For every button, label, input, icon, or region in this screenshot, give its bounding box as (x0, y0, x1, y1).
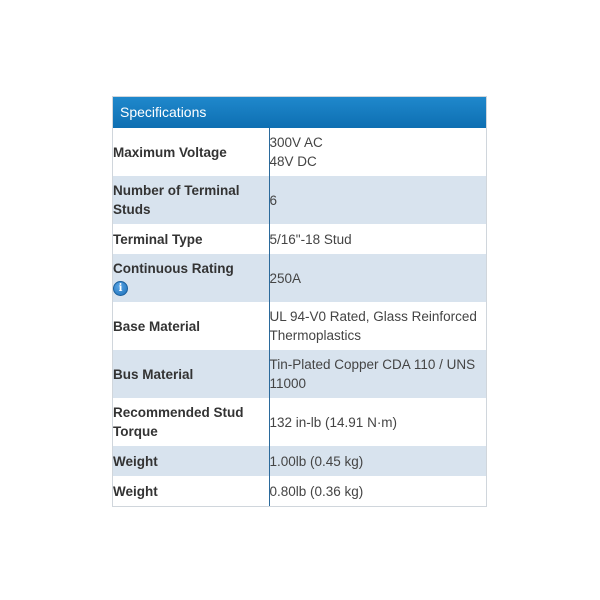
spec-label: Continuous Rating (113, 261, 234, 276)
spec-value: 6 (269, 176, 486, 224)
specifications-panel (112, 96, 487, 507)
spec-value-line: 300V AC (269, 135, 323, 150)
table-row-weight (113, 476, 486, 506)
spec-label-with-icon (113, 254, 269, 302)
table-row-recommended-stud-torque (113, 398, 486, 446)
info-icon[interactable]: i (113, 281, 128, 296)
spec-label: Weight (113, 476, 269, 506)
spec-label: Weight (113, 446, 269, 476)
table-row-continuous-rating (113, 254, 486, 302)
spec-label: Terminal Type (113, 224, 269, 254)
spec-value (269, 128, 486, 176)
spec-label: Maximum Voltage (113, 128, 269, 176)
spec-value-line: 48V DC (269, 154, 317, 169)
specifications-table (113, 128, 486, 506)
spec-value: 0.80lb (0.36 kg) (269, 476, 486, 506)
spec-label: Bus Material (113, 350, 269, 398)
table-row-base-material (113, 302, 486, 350)
specifications-header: Specifications (113, 97, 486, 128)
spec-label: Base Material (113, 302, 269, 350)
table-row-maximum-voltage (113, 128, 486, 176)
spec-value: 250A (269, 254, 486, 302)
spec-value: Tin-Plated Copper CDA 110 / UNS 11000 (269, 350, 486, 398)
table-row-number-of-terminal-studs (113, 176, 486, 224)
spec-label: Recommended Stud Torque (113, 398, 269, 446)
spec-value: UL 94-V0 Rated, Glass Reinforced Thermoplastics (269, 302, 486, 350)
table-row-bus-material (113, 350, 486, 398)
spec-label: Number of Terminal Studs (113, 176, 269, 224)
spec-value: 1.00lb (0.45 kg) (269, 446, 486, 476)
table-row-terminal-type (113, 224, 486, 254)
spec-value: 5/16"-18 Stud (269, 224, 486, 254)
table-row-weight (113, 446, 486, 476)
spec-value: 132 in-lb (14.91 N·m) (269, 398, 486, 446)
